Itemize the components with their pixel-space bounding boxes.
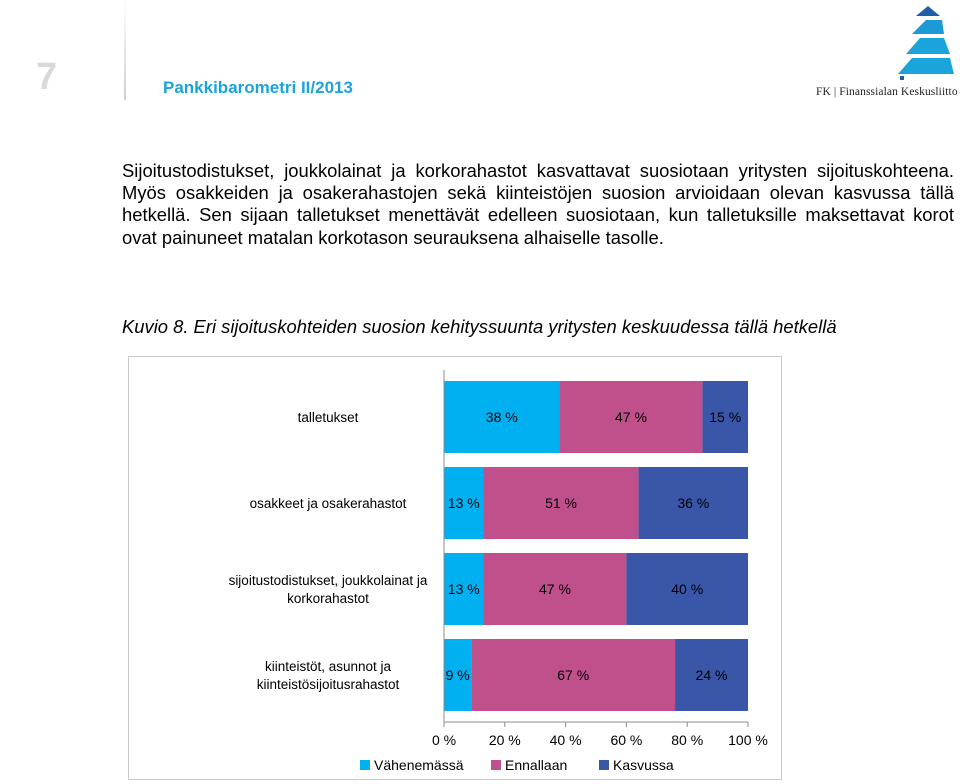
logo-text: FK | Finanssialan Keskusliitto	[816, 86, 958, 98]
data-label: 13 %	[447, 581, 480, 597]
x-tick-label: 80 %	[671, 732, 704, 748]
x-tick-label: 40 %	[549, 732, 582, 748]
data-label: 47 %	[614, 409, 647, 425]
data-label: 51 %	[545, 495, 578, 511]
figure-caption: Kuvio 8. Eri sijoituskohteiden suosion kehityssuunta yritysten keskuudessa tällä hetkellä	[122, 316, 837, 337]
category-label: kiinteistösijoitusrahastot	[256, 677, 400, 692]
data-label: 24 %	[695, 667, 728, 683]
x-tick-label: 100 %	[728, 732, 768, 748]
data-label: 15 %	[709, 409, 742, 425]
category-label: kiinteistöt, asunnot ja	[264, 659, 392, 674]
category-label: talletukset	[297, 410, 359, 425]
legend-label: Vähenemässä	[374, 757, 464, 773]
data-label: 13 %	[447, 495, 480, 511]
data-label: 67 %	[557, 667, 590, 683]
data-label: 38 %	[485, 409, 518, 425]
legend-swatch	[360, 760, 370, 770]
data-label: 40 %	[671, 581, 704, 597]
x-tick-label: 60 %	[610, 732, 643, 748]
body-paragraph: Sijoitustodistukset, joukkolainat ja korkorahastot kasvattavat suosiotaan yritysten sijoituskohteena. Myös osakkeiden ja osakerahastojen sekä kiinteistöjen suosion arvioidaan olevan kasvussa tällä hetkellä. Sen sijaan talletukset menettävät edelleen suosiotaan, kun talletuksille maksettavat korot ovat painuneet matalan korkotason seurauksena alhaiselle tasolle.	[122, 160, 954, 248]
category-label: korkorahastot	[287, 591, 369, 606]
page-number: 7	[36, 56, 58, 98]
data-label: 47 %	[538, 581, 571, 597]
legend-swatch	[491, 760, 501, 770]
x-tick-label: 20 %	[488, 732, 521, 748]
legend-swatch	[599, 760, 609, 770]
category-label: sijoitustodistukset, joukkolainat ja	[228, 573, 428, 588]
legend-label: Ennallaan	[505, 757, 568, 773]
data-label: 9 %	[445, 667, 470, 683]
legend-label: Kasvussa	[613, 757, 674, 773]
category-label: osakkeet ja osakerahastot	[249, 496, 407, 511]
data-label: 36 %	[677, 495, 710, 511]
x-tick-label: 0 %	[431, 732, 457, 748]
page-title: Pankkibarometri II/2013	[163, 78, 353, 97]
